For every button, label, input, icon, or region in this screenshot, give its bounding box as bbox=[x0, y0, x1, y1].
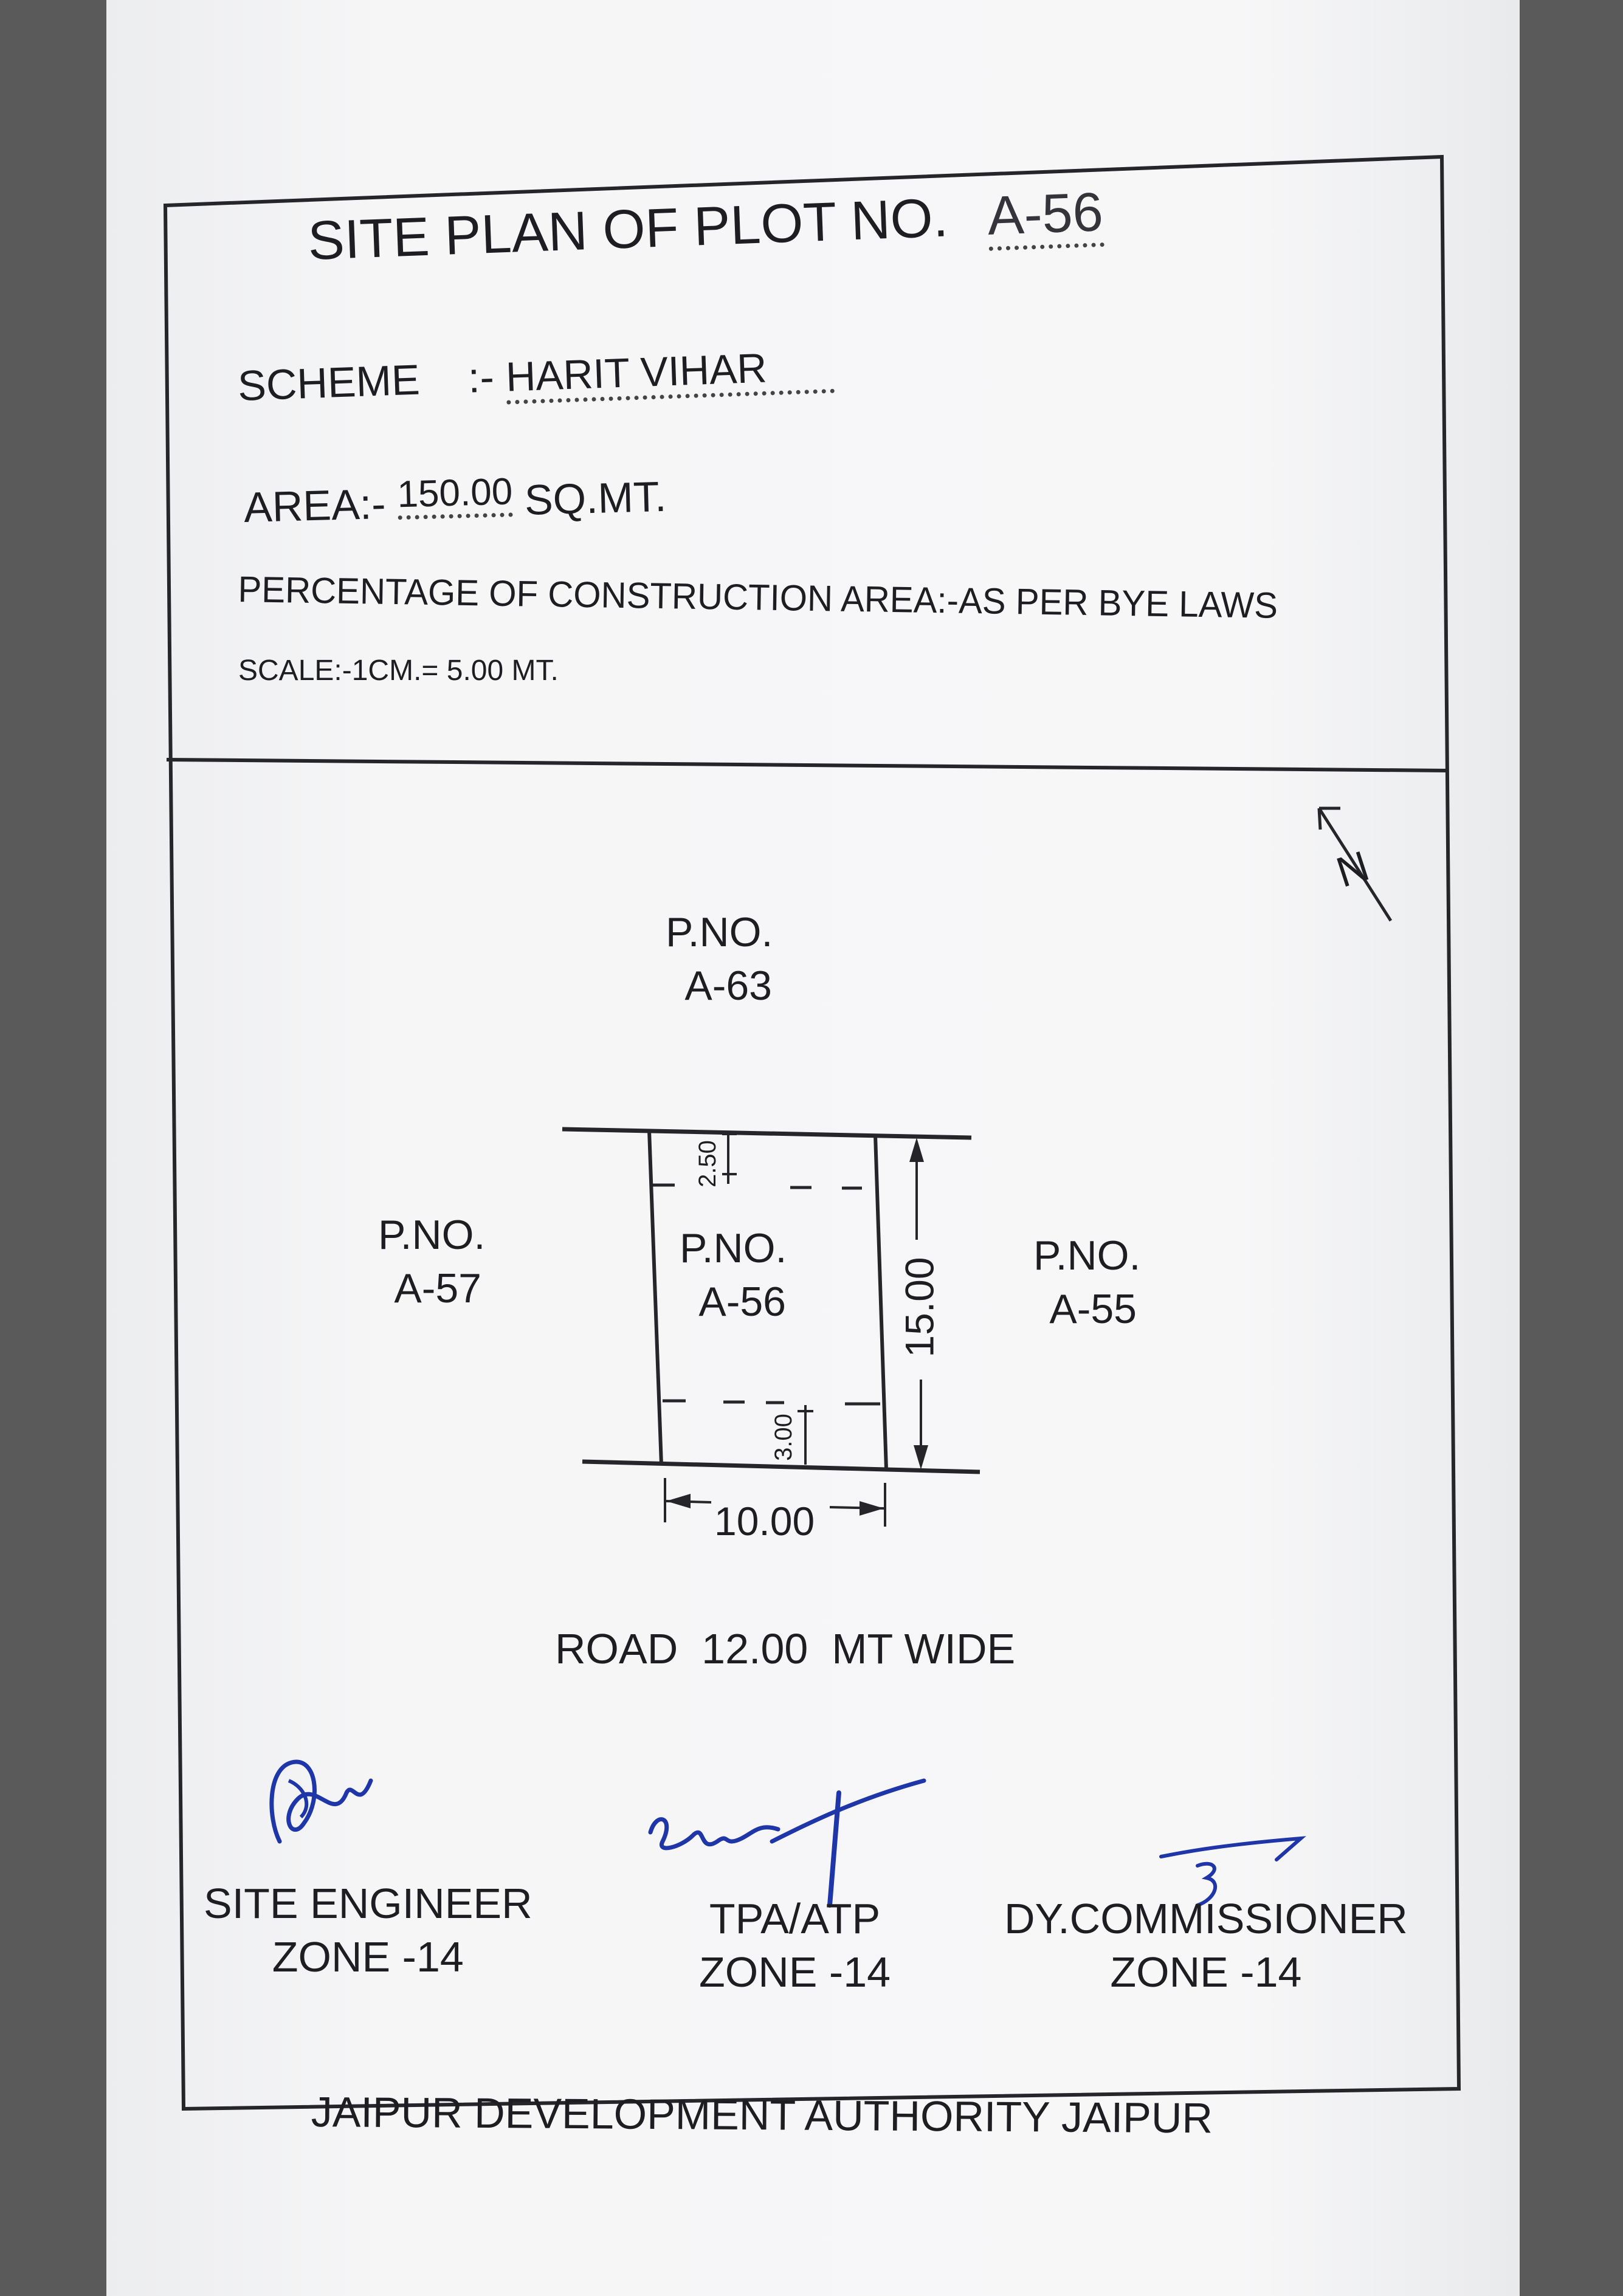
scheme-label: SCHEME bbox=[236, 356, 421, 410]
authority-name: JAIPUR DEVELOPMENT AUTHORITY JAIPUR bbox=[311, 2088, 1213, 2142]
scale-line: SCALE:-1CM.= 5.00 MT. bbox=[238, 655, 559, 687]
area-label: AREA:- bbox=[243, 479, 387, 531]
dy-commissioner-zone: ZONE -14 bbox=[1110, 1948, 1302, 1996]
plot-east-line2: A-55 bbox=[1049, 1286, 1137, 1333]
plot-east-line1: P.NO. bbox=[1033, 1232, 1141, 1279]
plot-left-line bbox=[649, 1130, 661, 1465]
front-setback-line bbox=[663, 1401, 880, 1404]
scheme-separator: :- bbox=[467, 353, 495, 402]
area-value: 150.00 bbox=[397, 470, 514, 520]
signatory-tpa-atp bbox=[699, 1893, 891, 1998]
signatory-site-engineer bbox=[204, 1878, 532, 1982]
construction-percentage-line: PERCENTAGE OF CONSTRUCTION AREA:-AS PER BYE LAWS bbox=[238, 569, 1278, 626]
dim-tick-front bbox=[798, 1405, 813, 1465]
title-prefix: SITE PLAN OF PLOT NO. bbox=[306, 187, 949, 272]
tpa-atp-zone: ZONE -14 bbox=[699, 1948, 891, 1996]
site-engineer-zone: ZONE -14 bbox=[272, 1933, 464, 1981]
plot-label-west bbox=[378, 1208, 485, 1316]
plot-center-line1: P.NO. bbox=[680, 1225, 787, 1271]
road-label: ROAD 12.00 MT WIDE bbox=[555, 1625, 1016, 1672]
signature-site-engineer bbox=[255, 1744, 395, 1866]
dim-width-label: 10.00 bbox=[714, 1499, 815, 1544]
scheme-value: HARIT VIHAR bbox=[505, 343, 835, 405]
header-divider bbox=[167, 760, 1448, 771]
rear-setback-line bbox=[652, 1185, 862, 1188]
plot-west-line1: P.NO. bbox=[378, 1212, 486, 1258]
dim-rear-setback-front-label: 3.00 bbox=[770, 1414, 797, 1461]
area-line bbox=[243, 469, 667, 529]
site-engineer-role: SITE ENGINEER bbox=[204, 1880, 532, 1927]
north-label: N bbox=[1331, 842, 1375, 896]
plot-number-value: A-56 bbox=[987, 182, 1104, 251]
signatory-dy-commissioner bbox=[1004, 1893, 1408, 1998]
plot-center-line2: A-56 bbox=[698, 1279, 786, 1325]
plot-label-north bbox=[666, 906, 773, 1013]
dim-tick-rear bbox=[722, 1134, 737, 1184]
dim-depth-label: 15.00 bbox=[897, 1257, 942, 1358]
tpa-atp-role: TPA/ATP bbox=[709, 1895, 881, 1942]
plot-west-line2: A-57 bbox=[394, 1265, 481, 1312]
plot-north-line1: P.NO. bbox=[666, 909, 773, 955]
dim-rear-setback-label: 2.50 bbox=[694, 1140, 721, 1188]
dy-commissioner-role: DY.COMMISSIONER bbox=[1004, 1895, 1408, 1942]
rear-boundary-line bbox=[562, 1129, 971, 1138]
plot-label-east bbox=[1033, 1229, 1140, 1336]
plot-label-center bbox=[680, 1222, 787, 1329]
area-unit: SQ.MT. bbox=[523, 472, 667, 524]
plot-north-line2: A-63 bbox=[684, 963, 772, 1009]
plot-right-line bbox=[875, 1135, 886, 1469]
